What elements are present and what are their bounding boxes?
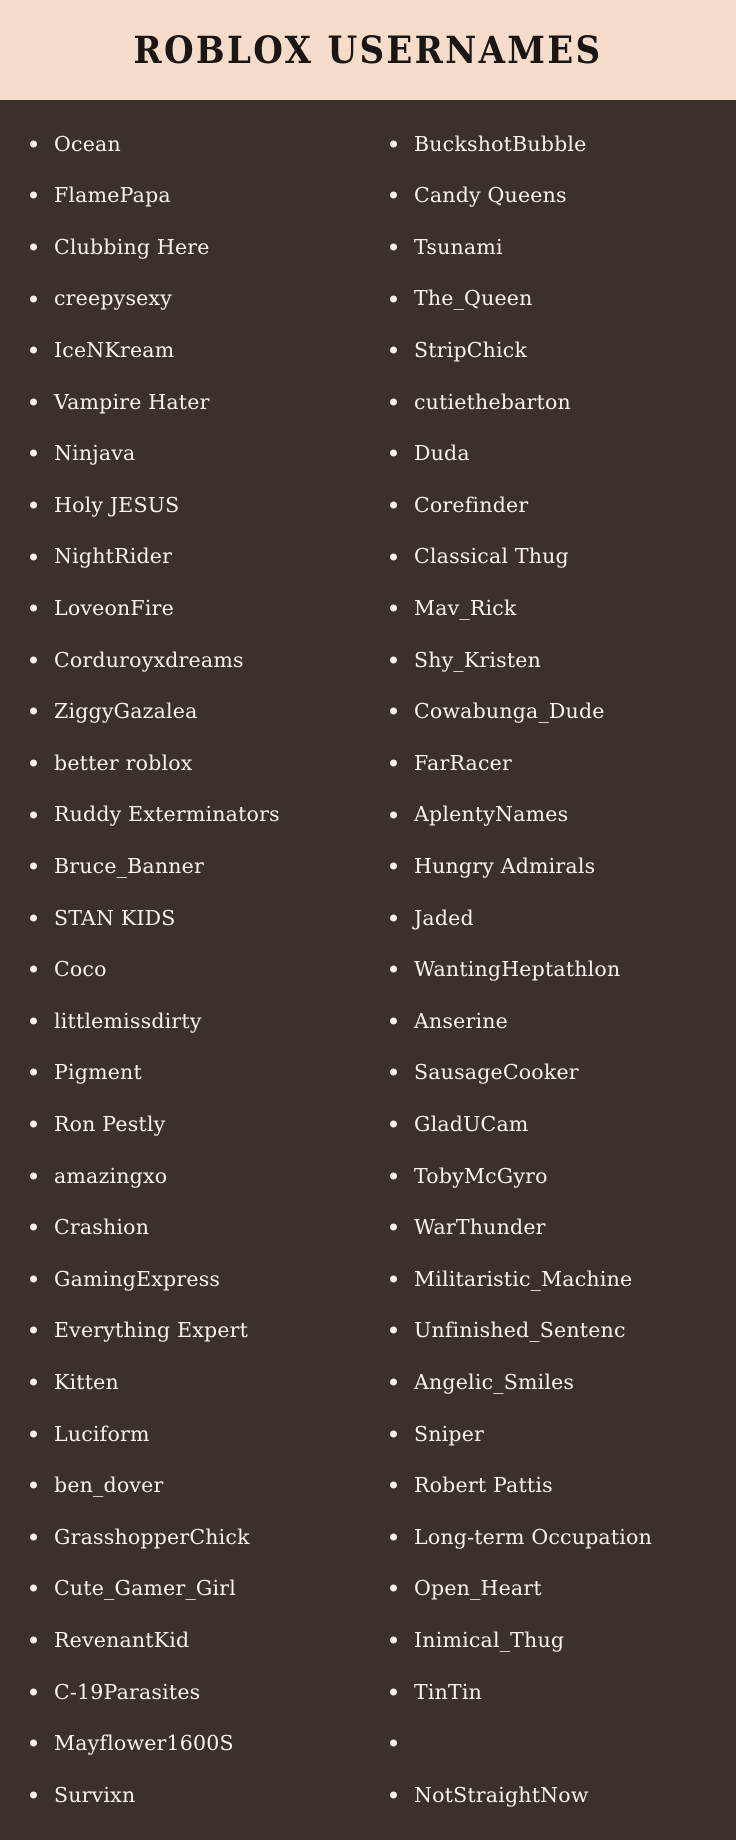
list-item-label: Shy_Kristen [414, 647, 542, 672]
list-item [368, 170, 736, 222]
list-item-label: better roblox [54, 750, 193, 775]
list-item [0, 479, 368, 531]
list-item-label: RevenantKid [54, 1627, 190, 1652]
list-item [0, 273, 368, 325]
list-item [0, 686, 368, 738]
list-item-label: Holy JESUS [54, 492, 180, 517]
list-item-label: Sniper [414, 1421, 485, 1446]
list-item-label: Crashion [54, 1215, 150, 1240]
list-item [0, 1098, 368, 1150]
list-item [0, 1614, 368, 1666]
list-item-label: Vampire Hater [54, 389, 210, 414]
list-item-label: BuckshotBubble [414, 131, 587, 156]
list-item-label: Kitten [54, 1369, 119, 1394]
list-item [0, 1253, 368, 1305]
list-item-label: Ocean [54, 131, 121, 156]
list-item [368, 840, 736, 892]
list-item [0, 634, 368, 686]
list-item-label: Survixn [54, 1782, 136, 1807]
list-item [0, 995, 368, 1047]
list-item [368, 995, 736, 1047]
list-item [0, 1408, 368, 1460]
list-item-label: GamingExpress [54, 1266, 221, 1291]
list-item [368, 1717, 736, 1769]
right-column-list [368, 118, 736, 1821]
list-item-label: Everything Expert [54, 1318, 249, 1343]
list-item-label: TinTin [414, 1679, 483, 1704]
list-item-label: STAN KIDS [54, 905, 176, 930]
list-item [0, 737, 368, 789]
list-item-label: Anserine [414, 1008, 508, 1033]
list-item [0, 1150, 368, 1202]
left-column [0, 118, 368, 1840]
list-item-label: FarRacer [414, 750, 512, 775]
page-header [0, 0, 736, 100]
list-item [0, 531, 368, 583]
list-item [0, 582, 368, 634]
list-item [368, 1305, 736, 1357]
list-item-label: Candy Queens [414, 183, 567, 208]
list-item [368, 1098, 736, 1150]
list-item [0, 1356, 368, 1408]
list-item-label: GladUCam [414, 1111, 529, 1136]
left-column-list [0, 118, 368, 1821]
list-item [0, 324, 368, 376]
list-item [0, 1563, 368, 1615]
list-item [368, 1408, 736, 1460]
list-item-label: Ninjava [54, 441, 136, 466]
list-item [368, 1201, 736, 1253]
list-item-label: littlemissdirty [54, 1008, 202, 1033]
list-item-label: StripChick [414, 338, 528, 363]
list-item [368, 944, 736, 996]
list-item [368, 1356, 736, 1408]
list-item [0, 1305, 368, 1357]
list-item-label: Militaristic_Machine [414, 1266, 633, 1291]
list-item-label: Robert Pattis [414, 1473, 553, 1498]
list-item-label: Coco [54, 957, 107, 982]
list-item-label: Corduroyxdreams [54, 647, 244, 672]
list-item-label: Ruddy Exterminators [54, 802, 280, 827]
list-item-label: NightRider [54, 544, 173, 569]
list-item-label: NotStraightNow [414, 1782, 589, 1807]
list-item-label: Long-term Occupation [414, 1524, 652, 1549]
list-item-label: Cowabunga_Dude [414, 699, 605, 724]
list-item-label: The_Queen [414, 286, 533, 311]
list-item-label: Ron Pestly [54, 1111, 166, 1136]
list-item-label: Clubbing Here [54, 234, 210, 259]
list-item [0, 944, 368, 996]
list-item [0, 789, 368, 841]
list-item [0, 221, 368, 273]
list-item [368, 428, 736, 480]
list-item-label: WantingHeptathlon [414, 957, 621, 982]
list-item-label: SausageCooker [414, 1060, 579, 1085]
list-item-label: ben_dover [54, 1473, 164, 1498]
list-item-label: amazingxo [54, 1163, 168, 1188]
list-item [368, 1150, 736, 1202]
list-item [368, 118, 736, 170]
list-item [0, 1666, 368, 1718]
list-item [368, 1459, 736, 1511]
list-item [368, 376, 736, 428]
list-item [368, 221, 736, 273]
list-item [368, 1614, 736, 1666]
list-item-label: FlamePapa [54, 183, 171, 208]
list-item [0, 840, 368, 892]
list-item-label: LoveonFire [54, 596, 174, 621]
list-item-label: ZiggyGazalea [54, 699, 198, 724]
list-item [0, 1511, 368, 1563]
list-item [368, 686, 736, 738]
list-item [368, 479, 736, 531]
list-item [368, 789, 736, 841]
right-column [368, 118, 736, 1840]
list-item-label: Classical Thug [414, 544, 569, 569]
list-item [0, 1459, 368, 1511]
list-item-label: Mav_Rick [414, 596, 517, 621]
list-item-label: AplentyNames [414, 802, 569, 827]
list-item [368, 737, 736, 789]
list-item-label: Unfinished_Sentenc [414, 1318, 626, 1343]
list-item-label: Mayflower1600S [54, 1731, 234, 1756]
list-item [0, 118, 368, 170]
list-item [368, 1511, 736, 1563]
list-item-label: C-19Parasites [54, 1679, 201, 1704]
list-item [368, 1253, 736, 1305]
list-item-label: Bruce_Banner [54, 854, 204, 879]
list-item [368, 1563, 736, 1615]
list-item [368, 582, 736, 634]
list-item [368, 1047, 736, 1099]
list-item-label: GrasshopperChick [54, 1524, 250, 1549]
list-item [368, 273, 736, 325]
list-item-label: Luciform [54, 1421, 150, 1446]
list-item [0, 1047, 368, 1099]
list-item [0, 1769, 368, 1821]
list-item [0, 892, 368, 944]
list-item [368, 892, 736, 944]
list-item-label: Inimical_Thug [414, 1627, 565, 1652]
list-item-label: Open_Heart [414, 1576, 542, 1601]
list-item-label: WarThunder [414, 1215, 546, 1240]
list-item-label: TobyMcGyro [414, 1163, 548, 1188]
list-item-label: Tsunami [414, 234, 503, 259]
page-title: ROBLOX USERNAMES [133, 28, 603, 72]
list-item-label: creepysexy [54, 286, 173, 311]
username-lists [0, 100, 736, 1840]
list-item [368, 531, 736, 583]
list-item [0, 428, 368, 480]
list-item [368, 1666, 736, 1718]
list-item-label: Corefinder [414, 492, 529, 517]
list-item [0, 1201, 368, 1253]
list-item [368, 634, 736, 686]
list-item-label: Pigment [54, 1060, 142, 1085]
list-item-label: Jaded [414, 905, 474, 930]
list-item [0, 376, 368, 428]
list-item-label: IceNKream [54, 338, 175, 363]
list-item [368, 1769, 736, 1821]
list-item [368, 324, 736, 376]
list-item [0, 170, 368, 222]
list-item-label: Duda [414, 441, 470, 466]
list-item-label: Hungry Admirals [414, 854, 596, 879]
list-item-label: cutiethebarton [414, 389, 571, 414]
list-item-label: Cute_Gamer_Girl [54, 1576, 237, 1601]
list-item-label: Angelic_Smiles [414, 1369, 575, 1394]
list-item [0, 1717, 368, 1769]
